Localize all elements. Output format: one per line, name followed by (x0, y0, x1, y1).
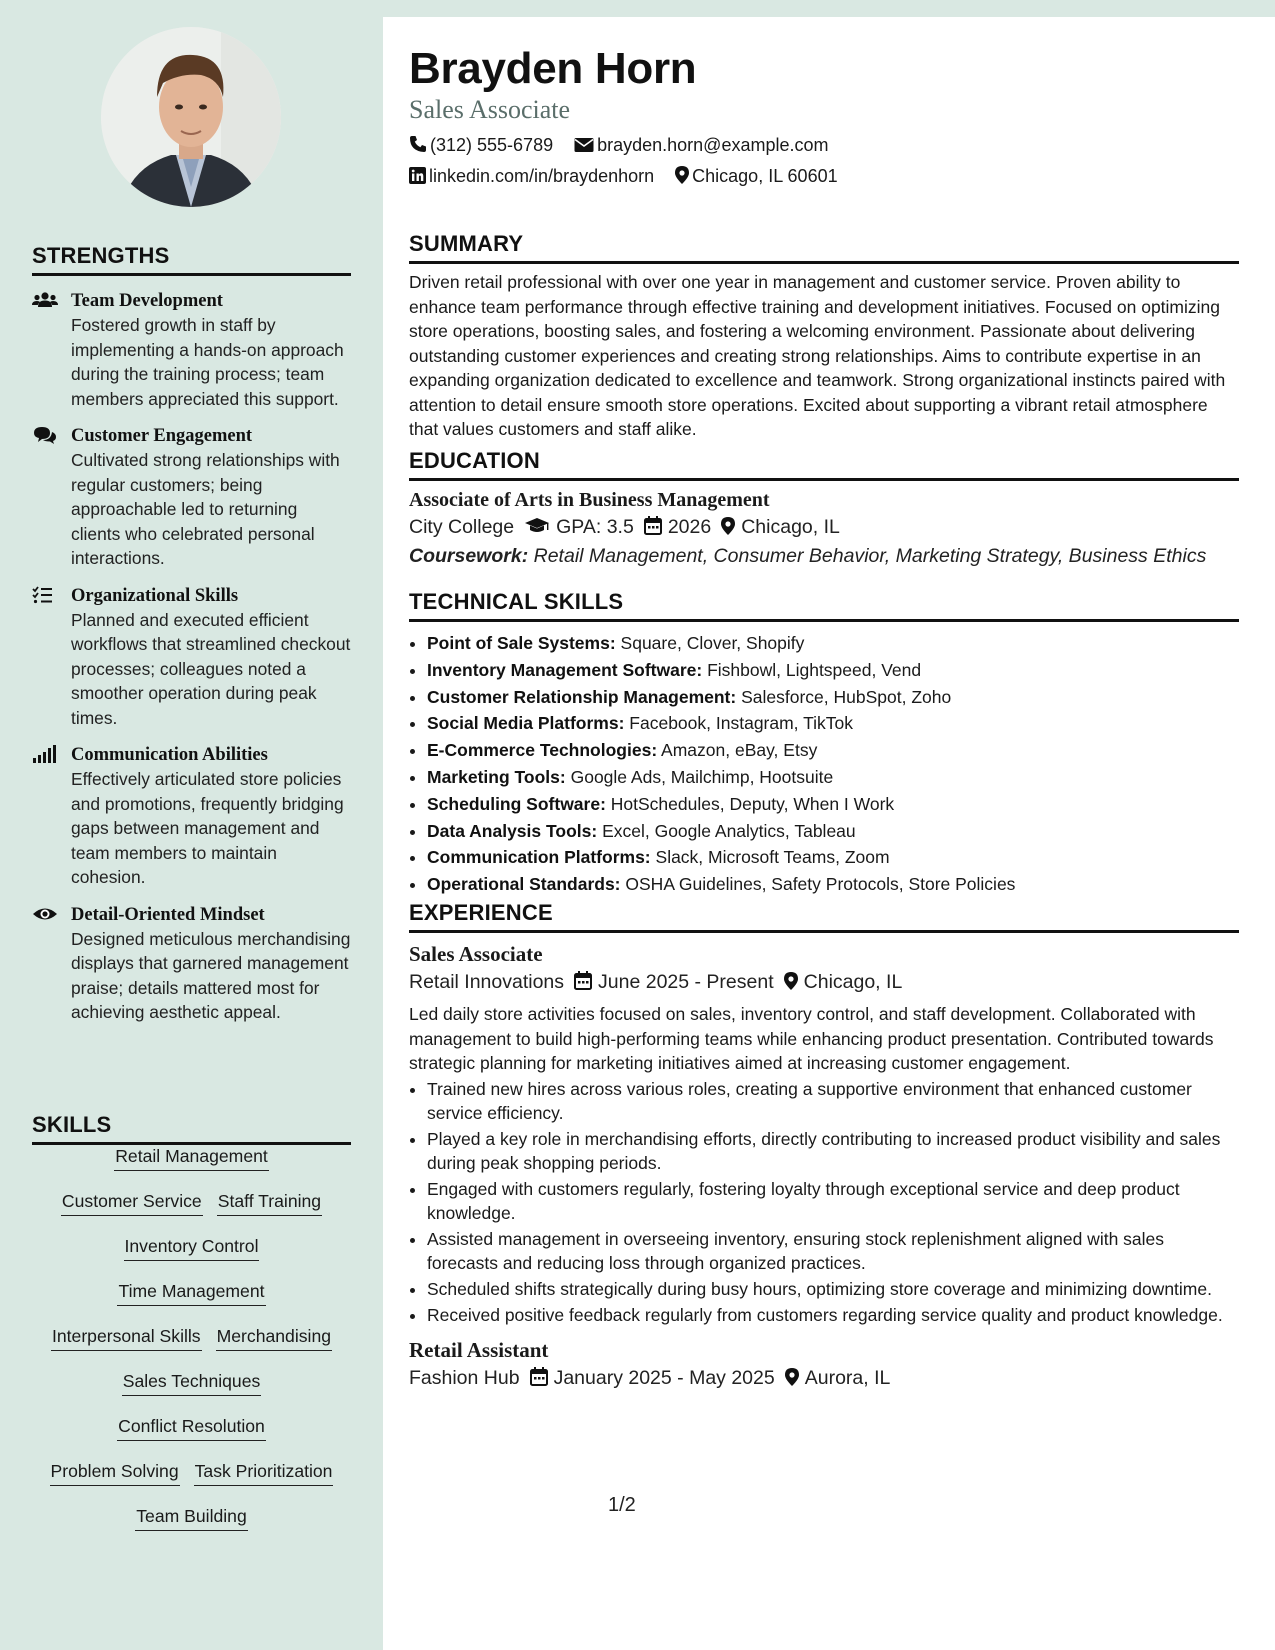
job-bullet: • Assisted management in overseeing inventory, ensuring stock replenishment aligned with sales forecasts and reducing loss through organized practices. (427, 1227, 1239, 1276)
job-bullet: • Trained new hires across various roles, creating a supportive environment that enhanced customer service efficiency. (427, 1077, 1239, 1126)
strength-title: Organizational Skills (71, 585, 239, 606)
skill-category: Communication Platforms: (427, 847, 651, 868)
job-bullet: • Played a key role in merchandising efforts, directly contributing to increased product visibility and sales during peak shopping periods. (427, 1127, 1239, 1176)
strength-item (32, 584, 351, 731)
skill-tag: Conflict Resolution (117, 1415, 266, 1441)
skill-tag: Sales Techniques (122, 1370, 262, 1396)
job-dates: June 2025 - Present (598, 971, 774, 993)
users-icon (32, 290, 58, 310)
coursework-label: Coursework: (409, 545, 529, 567)
skill-values: Slack, Microsoft Teams, Zoom (655, 847, 890, 868)
strength-description: Fostered growth in staff by implementing a hands-on approach during the training process; team members appreciated this support. (71, 315, 344, 409)
skills-heading: SKILLS (32, 1112, 351, 1145)
skill-tag: Staff Training (217, 1190, 322, 1216)
job-location: Chicago, IL (803, 971, 903, 993)
technical-skills-section (409, 589, 1239, 898)
technical-skill-item (427, 871, 1239, 898)
signal-bars-icon (32, 744, 58, 764)
education-section (409, 448, 1239, 568)
calendar-icon (574, 971, 592, 990)
job-bullet: • Engaged with customers regularly, fostering loyalty through exceptional service and deep product knowledge. (427, 1177, 1239, 1226)
summary-text: Driven retail professional with over one year in management and customer service. Proven ability to enhance team performance through effective training and development initiatives. Focused on optimizing store operations, boosting sales, and fostering a welcoming environment. Passionate about delivering outstanding customer experiences and creating strong relationships. Aims to contribute expertise in an expanding organization dedicated to excellence and teamwork. Strong organizational instincts paired with attention to detail ensure smooth store operations. Excited about supporting a vibrant retail atmosphere that values customers and staff alike. (409, 272, 1226, 439)
strength-description: Cultivated strong relationships with regular customers; being approachable led to returning clients who celebrated personal interactions. (71, 450, 340, 568)
skill-values: OSHA Guidelines, Safety Protocols, Store Policies (625, 874, 1016, 895)
skill-category: Point of Sale Systems: (427, 633, 616, 653)
contact-linkedin[interactable] (409, 166, 654, 187)
job-description: Led daily store activities focused on sales, inventory control, and staff development. Collaborated with management to build high-performing teams while enhancing product presentation. Contributed towards strategic planning for marketing initiatives aimed at increasing customer engagement. (409, 1004, 1214, 1073)
skill-values: Square, Clover, Shopify (620, 633, 805, 653)
skill-tag: Inventory Control (124, 1235, 260, 1261)
strengths-heading: STRENGTHS (32, 243, 351, 276)
map-pin-icon (784, 972, 798, 990)
education-meta (409, 516, 1239, 539)
location-text: Chicago, IL 60601 (692, 166, 838, 186)
skill-values: Excel, Google Analytics, Tableau (602, 820, 856, 841)
skill-category: Scheduling Software: (427, 793, 606, 814)
contact-line-2 (409, 166, 854, 187)
job-dates: January 2025 - May 2025 (553, 1366, 775, 1389)
job-location: Aurora, IL (804, 1366, 891, 1389)
technical-skill-item (427, 791, 1239, 818)
gpa-text: GPA: 3.5 (556, 516, 634, 538)
job-bullet: • Scheduled shifts strategically during busy hours, optimizing store coverage and minimizing downtime. (427, 1277, 1239, 1301)
strength-description: Planned and executed efficient workflows that streamlined checkout processes; colleagues noted a smoother operation during peak times. (71, 609, 351, 728)
strength-description: Designed meticulous merchandising displays that garnered management praise; details mattered most for achieving aesthetic appeal. (71, 928, 351, 1022)
graduation-cap-icon (524, 517, 550, 535)
skill-values: Amazon, eBay, Etsy (661, 740, 818, 761)
skill-tag: Problem Solving (50, 1460, 180, 1486)
eye-icon (32, 904, 58, 924)
job-title: Retail Assistant (409, 1337, 549, 1362)
skill-tag: Task Prioritization (194, 1460, 334, 1486)
graduation-year: 2026 (667, 516, 712, 538)
phone-text: (312) 555-6789 (430, 135, 554, 155)
skill-category: Operational Standards: (427, 874, 621, 895)
linkedin-icon (409, 167, 426, 184)
skill-tag: Merchandising (216, 1325, 332, 1351)
technical-skill-item (427, 764, 1239, 791)
school-name: City College (409, 516, 515, 538)
strengths-section (32, 243, 351, 1025)
skill-tag: Customer Service (61, 1190, 203, 1216)
skill-category: E-Commerce Technologies: (427, 740, 658, 761)
strength-item (32, 424, 351, 571)
comments-icon (32, 425, 58, 445)
strength-description: Effectively articulated store policies and promotions, frequently bridging gaps between management and team members to maintain cohesion. (71, 769, 344, 887)
job-meta (409, 971, 1239, 994)
skill-row (32, 1145, 351, 1190)
company-name: Retail Innovations (409, 971, 565, 993)
skill-values: Salesforce, HubSpot, Zoho (741, 686, 952, 707)
skill-category: Marketing Tools: (427, 766, 566, 787)
task-list-icon (32, 585, 58, 605)
skill-category: Social Media Platforms: (427, 713, 625, 734)
technical-skill-item (427, 737, 1239, 764)
job-bullets (409, 1077, 1239, 1327)
candidate-title: Sales Associate (409, 95, 571, 124)
skill-values: Fishbowl, Lightspeed, Vend (707, 659, 922, 680)
profile-photo (101, 27, 281, 207)
technical-skill-item (427, 684, 1239, 711)
sidebar (0, 0, 383, 1650)
map-pin-icon (785, 1368, 799, 1386)
skill-category: Customer Relationship Management: (427, 686, 737, 707)
map-pin-icon (721, 517, 735, 535)
summary-heading: SUMMARY (409, 231, 1239, 264)
skill-row (32, 1505, 351, 1550)
skill-row (32, 1190, 351, 1235)
technical-skill-item (427, 844, 1239, 871)
education-heading: EDUCATION (409, 448, 1239, 481)
contact-email[interactable] (574, 135, 828, 156)
skill-tag: Time Management (117, 1280, 265, 1306)
strength-title: Communication Abilities (71, 745, 268, 765)
contact-location (675, 166, 837, 187)
map-pin-icon (675, 166, 689, 184)
contact-phone[interactable] (409, 135, 553, 156)
technical-skills-list (409, 630, 1239, 898)
skill-row (32, 1415, 351, 1460)
skills-section (32, 1112, 351, 1550)
skill-tag: Interpersonal Skills (51, 1325, 202, 1351)
technical-skill-item (427, 710, 1239, 737)
page-number: 1/2 (608, 1494, 636, 1516)
education-location: Chicago, IL (741, 516, 840, 538)
job-bullet: • Received positive feedback regularly from customers regarding service quality and product knowledge. (427, 1303, 1239, 1327)
envelope-icon (574, 137, 594, 153)
skill-values: HotSchedules, Deputy, When I Work (610, 793, 895, 814)
technical-skill-item (427, 630, 1239, 657)
skill-row (32, 1460, 351, 1505)
skill-values: Google Ads, Mailchimp, Hootsuite (570, 766, 834, 787)
skill-row (32, 1235, 351, 1280)
skill-category: Data Analysis Tools: (427, 820, 598, 841)
contact-line-1 (409, 135, 845, 156)
technical-skill-item (427, 657, 1239, 684)
skill-category: Inventory Management Software: (427, 659, 703, 680)
email-text: brayden.horn@example.com (597, 135, 829, 155)
calendar-icon (530, 1367, 548, 1386)
experience-section (409, 900, 1239, 1390)
technical-skill-item (427, 818, 1239, 845)
degree-title: Associate of Arts in Business Management (409, 489, 770, 511)
skill-values: Facebook, Instagram, TikTok (629, 713, 854, 734)
experience-heading: EXPERIENCE (409, 900, 1239, 933)
phone-icon (409, 135, 427, 153)
skill-row (32, 1370, 351, 1415)
strength-title: Customer Engagement (71, 426, 253, 446)
candidate-name: Brayden Horn (409, 44, 697, 93)
strength-item (32, 903, 351, 1025)
skill-tag: Retail Management (114, 1145, 269, 1171)
linkedin-text: linkedin.com/in/braydenhorn (429, 166, 655, 186)
technical-skills-heading: TECHNICAL SKILLS (409, 589, 1239, 622)
strength-item (32, 289, 351, 411)
job-meta (409, 1367, 1239, 1390)
skill-row (32, 1280, 351, 1325)
strength-item (32, 743, 351, 890)
main-content (383, 17, 1275, 1650)
calendar-icon (644, 516, 662, 535)
company-name: Fashion Hub (409, 1366, 520, 1389)
job-title: Sales Associate (409, 942, 543, 966)
summary-section (409, 231, 1239, 442)
coursework-list: Retail Management, Consumer Behavior, Marketing Strategy, Business Ethics (533, 545, 1207, 567)
strength-title: Team Development (71, 291, 223, 311)
coursework (409, 545, 1239, 568)
strength-title: Detail-Oriented Mindset (71, 904, 265, 925)
skill-tag: Team Building (135, 1505, 248, 1531)
skill-row (32, 1325, 351, 1370)
